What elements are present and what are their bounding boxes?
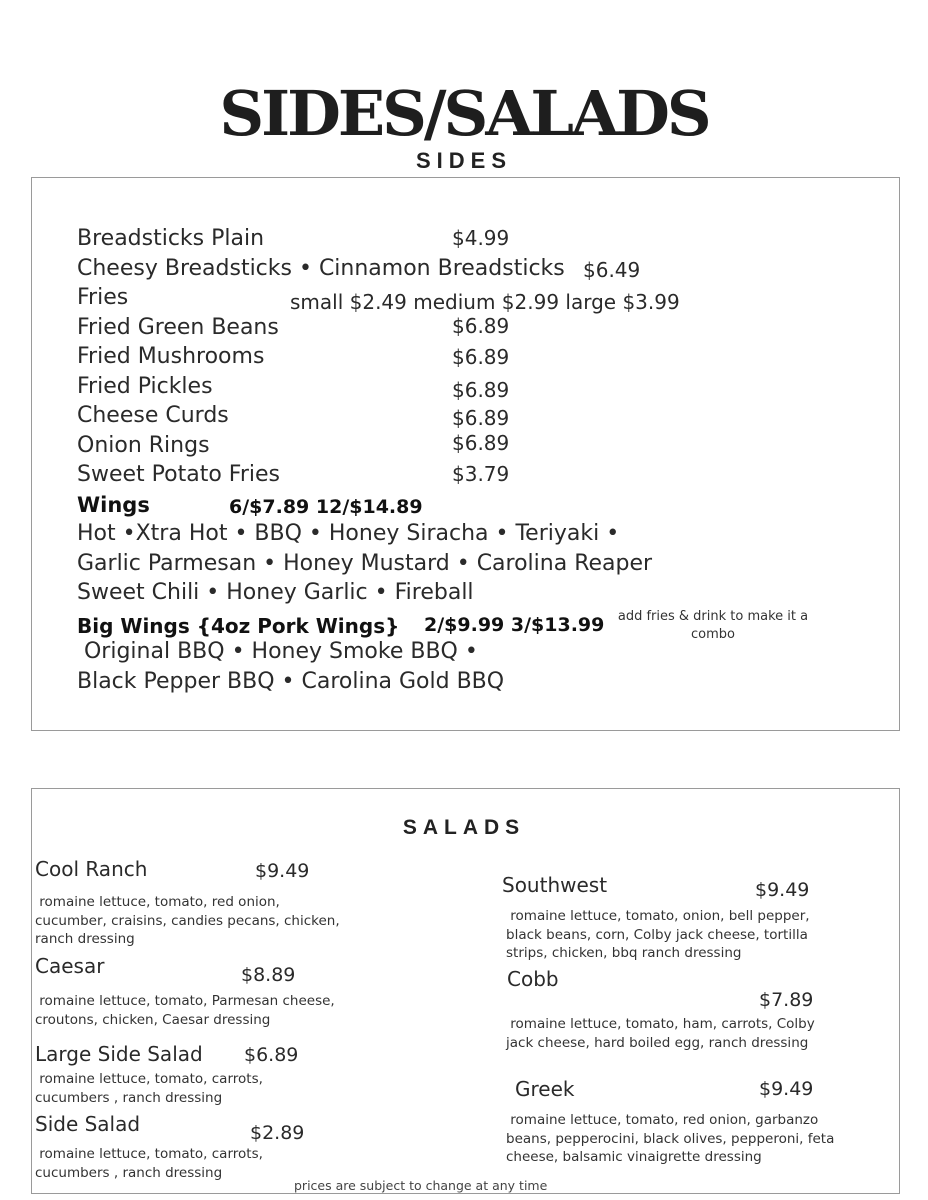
- side-item-name: Fried Mushrooms: [77, 344, 265, 369]
- salad-description: romaine lettuce, tomato, Parmesan cheese, croutons, chicken, Caesar dressing: [35, 993, 340, 1028]
- side-item-name: Fried Green Beans: [77, 315, 279, 340]
- wings-flavors-line: Hot •Xtra Hot • BBQ • Honey Siracha • Teriyaki •: [77, 521, 620, 546]
- side-item-name: Fried Pickles: [77, 374, 213, 399]
- big-wings-price: 2/$9.99 3/$13.99: [424, 614, 605, 636]
- salad-name: Large Side Salad: [35, 1042, 203, 1066]
- salad-price: $7.89: [759, 989, 814, 1011]
- side-item-name: Fries: [77, 285, 129, 310]
- side-item-price: $6.89: [452, 378, 510, 402]
- side-item-price: $4.99: [452, 226, 510, 250]
- salad-price: $9.49: [759, 1078, 814, 1100]
- combo-note-line: combo: [691, 627, 735, 642]
- side-item-price: $6.89: [452, 345, 510, 369]
- salad-description: romaine lettuce, tomato, carrots, cucumbers , ranch dressing: [35, 1146, 268, 1181]
- big-wings-flavors-line: Black Pepper BBQ • Carolina Gold BBQ: [77, 669, 505, 694]
- salad-name: Side Salad: [35, 1112, 141, 1136]
- section-heading-salads: SALADS: [402, 816, 526, 839]
- wings-flavors-line: Sweet Chili • Honey Garlic • Fireball: [77, 580, 474, 605]
- side-item-price: $3.79: [452, 462, 510, 486]
- salad-description: romaine lettuce, tomato, onion, bell pepper, black beans, corn, Colby jack cheese, tortilla strips, chicken, bbq ranch dressing: [506, 908, 814, 961]
- wings-price: 6/$7.89 12/$14.89: [229, 496, 423, 518]
- side-item-price: small $2.49 medium $2.99 large $3.99: [290, 290, 680, 314]
- salad-price: $2.89: [250, 1122, 305, 1144]
- section-heading-sides: SIDES: [415, 148, 513, 173]
- combo-note-line: add fries & drink to make it a: [617, 609, 809, 624]
- side-item-price: $6.89: [452, 314, 510, 338]
- side-item-price: $6.89: [452, 406, 510, 430]
- salad-price: $8.89: [241, 964, 296, 986]
- wings-name: Wings: [77, 493, 150, 517]
- side-item-price: $6.89: [452, 431, 510, 455]
- big-wings-name: Big Wings {4oz Pork Wings}: [77, 614, 400, 638]
- wings-flavors-line: Garlic Parmesan • Honey Mustard • Carolina Reaper: [77, 551, 653, 576]
- salad-description: romaine lettuce, tomato, red onion, cucumber, craisins, candies pecans, chicken, ranch dressing: [35, 894, 344, 947]
- side-item-name: Onion Rings: [77, 433, 210, 458]
- salad-name: Caesar: [35, 954, 105, 978]
- salad-name: Southwest: [502, 873, 608, 897]
- salad-name: Cool Ranch: [35, 857, 148, 881]
- combo-note: [613, 608, 813, 644]
- salad-price: $9.49: [755, 879, 810, 901]
- salad-description: romaine lettuce, tomato, ham, carrots, Colby jack cheese, hard boiled egg, ranch dressing: [506, 1016, 820, 1051]
- side-item-name: Breadsticks Plain: [77, 226, 265, 251]
- side-item-name: Sweet Potato Fries: [77, 462, 280, 487]
- salad-name: Greek: [515, 1077, 575, 1101]
- salad-name: Cobb: [507, 967, 559, 991]
- page-title: SIDES/SALADS: [219, 77, 709, 150]
- salad-description: romaine lettuce, tomato, carrots, cucumbers , ranch dressing: [35, 1071, 268, 1106]
- salad-description: romaine lettuce, tomato, red onion, garbanzo beans, pepperocini, black olives, pepperoni, feta cheese, balsamic vinaigrette dressing: [506, 1112, 839, 1165]
- salad-price: $6.89: [244, 1044, 299, 1066]
- side-item-name: Cheese Curds: [77, 403, 229, 428]
- salad-price: $9.49: [255, 860, 310, 882]
- price-disclaimer: prices are subject to change at any time: [294, 1178, 548, 1193]
- side-item-name: Cheesy Breadsticks • Cinnamon Breadsticks: [77, 256, 565, 281]
- side-item-price: $6.49: [583, 258, 641, 282]
- big-wings-flavors-line: Original BBQ • Honey Smoke BBQ •: [77, 639, 478, 664]
